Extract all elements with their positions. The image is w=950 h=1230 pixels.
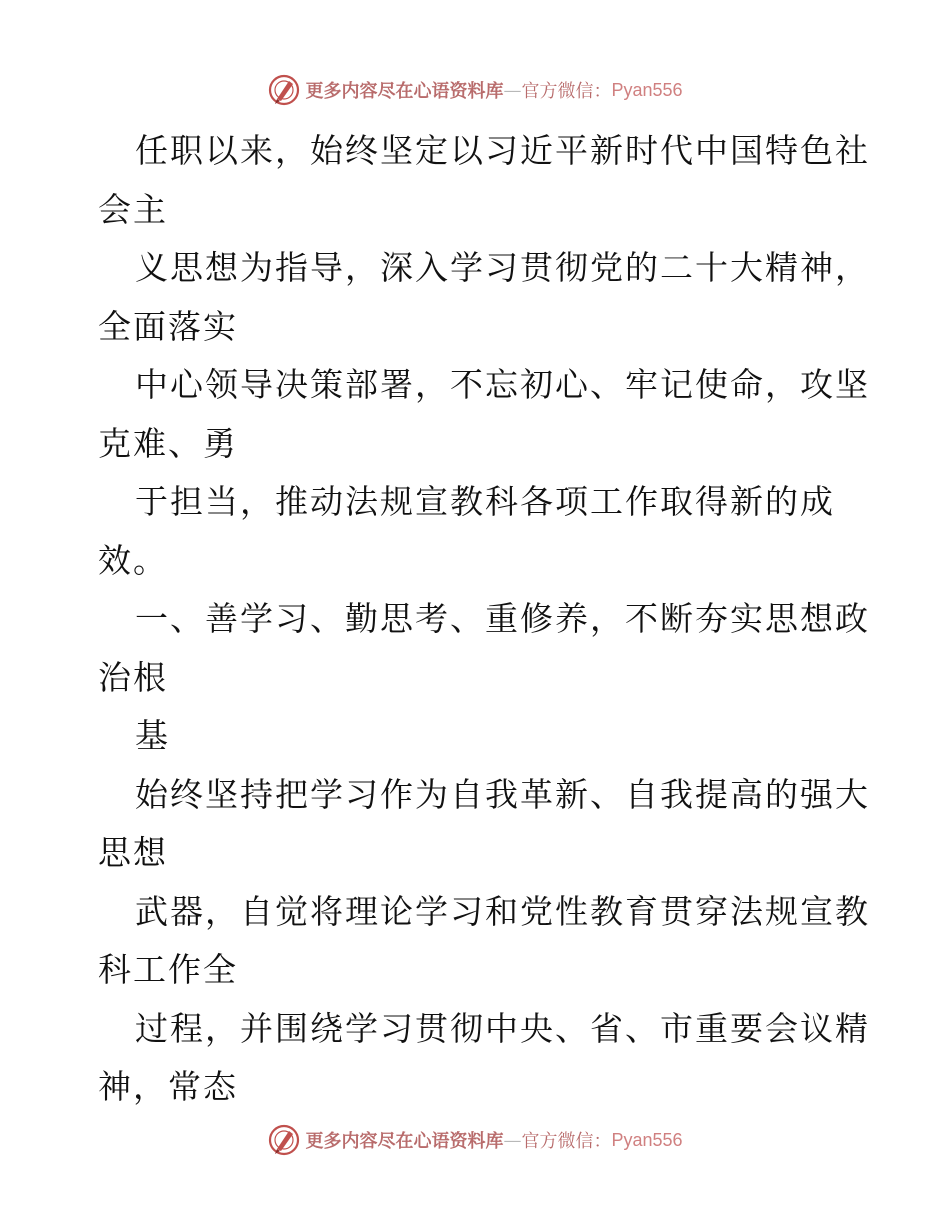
section-heading-line: 一、善学习、勤思考、重修养，不断夯实思想政 (135, 599, 870, 638)
wechat-label: 官方微信： (521, 1131, 612, 1152)
text-line: 克难、勇 (98, 423, 238, 463)
wechat-label: 官方微信： (521, 81, 612, 102)
text-line: 于担当，推动法规宣教科各项工作取得新的成 (135, 482, 835, 521)
text-line: 中心领导决策部署，不忘初心、牢记使命，攻坚 (135, 365, 870, 404)
section-heading-line: 基 (135, 716, 170, 755)
section-heading-line: 治根 (98, 657, 168, 697)
text-line: 神，常态 (98, 1067, 238, 1106)
wechat-id: Pyan556 (611, 79, 683, 100)
document-body (98, 122, 870, 1117)
text-line: 全面落实 (98, 306, 238, 346)
text-line: 始终坚持把学习作为自我革新、自我提高的强大 (135, 774, 870, 814)
text-line: 过程，并围绕学习贯彻中央、省、市重要会议精 (135, 1008, 870, 1048)
wechat-id: Pyan556 (611, 1129, 683, 1150)
footer-banner (0, 1120, 950, 1160)
header-banner (0, 70, 950, 110)
pen-logo-icon (267, 73, 301, 107)
banner-dash: — (503, 79, 522, 101)
text-line: 会主 (98, 189, 168, 229)
site-slogan: 更多内容尽在心语资料库 (305, 81, 504, 102)
pen-logo-icon (267, 1123, 301, 1157)
site-slogan: 更多内容尽在心语资料库 (305, 1131, 504, 1152)
text-line: 思想 (98, 833, 168, 872)
text-line: 效。 (98, 540, 168, 580)
text-line: 科工作全 (98, 950, 238, 989)
text-line: 任职以来，始终坚定以习近平新时代中国特色社 (135, 131, 870, 170)
banner-dash: — (503, 1129, 522, 1151)
text-line: 武器，自觉将理论学习和党性教育贯穿法规宣教 (135, 891, 870, 931)
text-line: 义思想为指导，深入学习贯彻党的二十大精神， (135, 248, 870, 287)
